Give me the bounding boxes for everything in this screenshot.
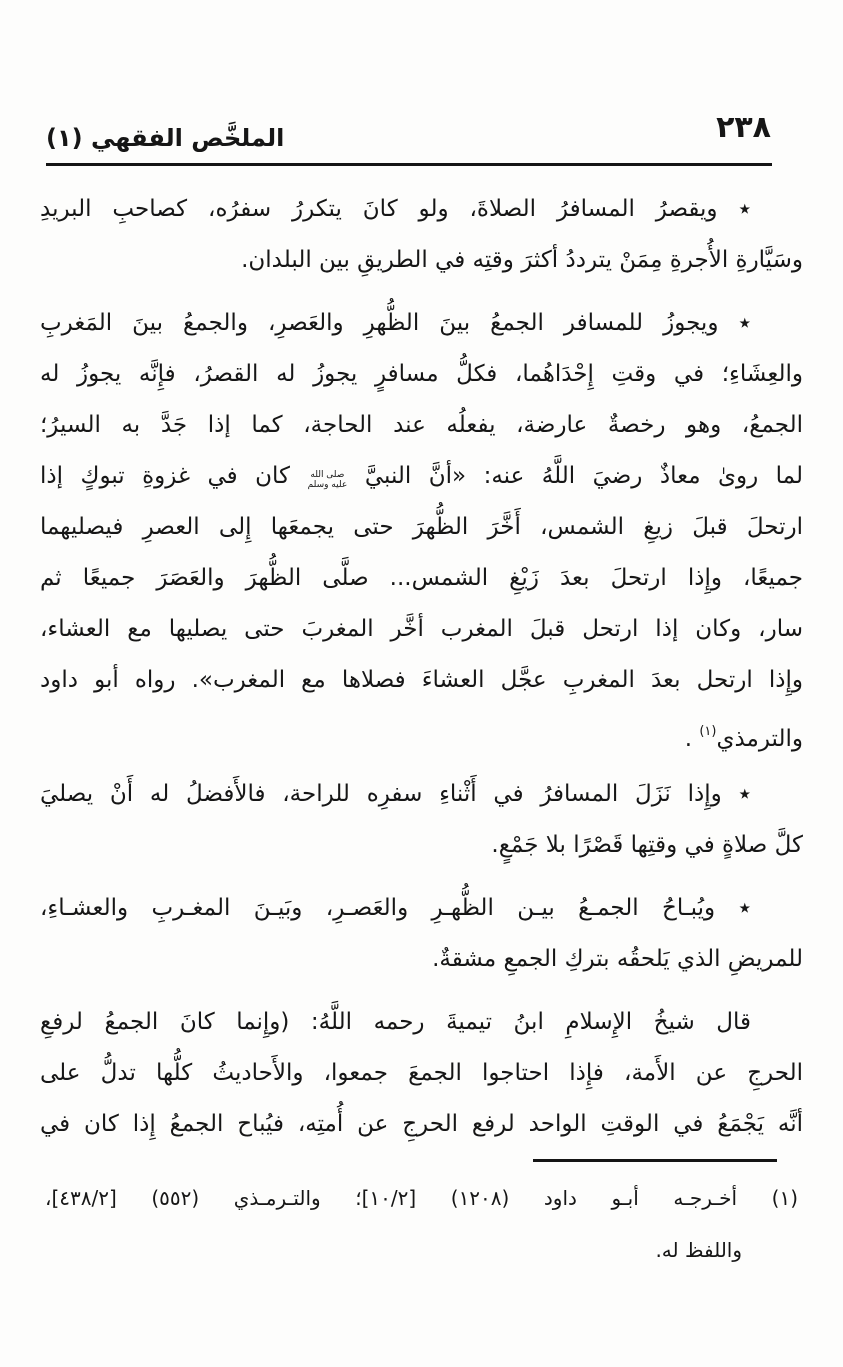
text-line bbox=[40, 349, 803, 400]
text-line bbox=[40, 451, 803, 502]
text-line bbox=[40, 298, 803, 349]
text-line bbox=[40, 235, 803, 286]
text-run: للمريضِ الذي يَلحقُه بتركِ الجمعِ مشقةٌ. bbox=[432, 946, 803, 972]
text-run: ٭ ويُبـاحُ الجمـعُ بيـن الظُّهـرِ والعَصـرِ، وبَيـنَ المغـربِ والعشـاءِ، bbox=[40, 895, 751, 921]
text-line bbox=[40, 655, 803, 706]
text-run: ارتحلَ قبلَ زيغِ الشمس، أَخَّرَ الظُّهرَ حتى يجمعَها إِلى العصرِ فيصليهما bbox=[40, 514, 803, 540]
header-rule bbox=[46, 163, 772, 166]
text-run: أنَّه يَجْمَعُ في الوقتِ الواحد لرفع الحرجِ عن أُمتِه، فيُباح الجمعُ إِذا كان في bbox=[40, 1111, 803, 1137]
text-run: لما روىٰ معاذٌ رضيَ اللَّهُ عنه: «أنَّ النبيَّ bbox=[347, 463, 803, 489]
text-line bbox=[40, 934, 803, 985]
page-number: ٢٣٨ bbox=[716, 110, 771, 145]
paragraph bbox=[40, 298, 803, 757]
text-run: والترمذي bbox=[716, 726, 803, 752]
footnote-separator bbox=[533, 1159, 777, 1162]
text-line bbox=[40, 997, 803, 1048]
footnote bbox=[45, 1172, 798, 1276]
paragraph bbox=[40, 184, 803, 286]
text-run: ٭ ويقصرُ المسافرُ الصلاةَ، ولو كانَ يتكررُ سفرُه، كصاحبِ البريدِ bbox=[40, 196, 751, 222]
text-run: وإِذا ارتحل بعدَ المغربِ عجَّل العشاءَ فصلاها مع المغرب». رواه أبو داود bbox=[40, 667, 803, 693]
text-line bbox=[40, 706, 803, 757]
text-run: كان في غزوةِ تبوكٍ إذا bbox=[40, 463, 308, 489]
text-line bbox=[40, 769, 803, 820]
text-run: وسَيَّارةِ الأُجرةِ مِمَنْ يترددُ أكثرَ وقتِه في الطريقِ بين البلدان. bbox=[241, 247, 803, 273]
text-line bbox=[40, 184, 803, 235]
body-text bbox=[40, 184, 803, 1150]
text-run: والعِشَاءِ؛ في وقتِ إِحْدَاهُما، فكلُّ مسافرٍ يجوزُ له القصرُ، فإِنَّه يجوزُ له bbox=[40, 361, 803, 387]
text-run: قال شيخُ الإِسلامِ ابنُ تيميةَ رحمه اللَّهُ: (وإِنما كانَ الجمعُ لرفعِ bbox=[40, 1009, 751, 1035]
text-line bbox=[45, 1172, 798, 1224]
text-line bbox=[40, 883, 803, 934]
text-line bbox=[45, 1224, 798, 1276]
text-line bbox=[40, 1099, 803, 1150]
text-run: كلَّ صلاةٍ في وقتِها قَصْرًا بلا جَمْعٍ. bbox=[491, 832, 803, 858]
text-line bbox=[40, 553, 803, 604]
text-run: . bbox=[684, 726, 700, 752]
salla-allahu-alayhi-wasallam-mark: صلى الله عليه وسلم bbox=[307, 470, 348, 490]
text-run: الحرجِ عن الأَمة، فإِذا احتاجوا الجمعَ جمعوا، والأَحاديثُ كلُّها تدلُّ على bbox=[40, 1060, 803, 1086]
text-line bbox=[40, 604, 803, 655]
text-run: (١) أخـرجـه أبـو داود (١٢٠٨) [١٠/٢]؛ والتـرمـذي (٥٥٢) [٤٣٨/٢]، bbox=[45, 1186, 799, 1210]
text-run: ٭ وإِذا نَزَلَ المسافرُ في أَثْناءِ سفرِه للراحة، فالأَفضلُ له أَنْ يصليَ bbox=[40, 781, 751, 807]
paragraph bbox=[40, 883, 803, 985]
text-line bbox=[40, 820, 803, 871]
text-run: سار، وكان إذا ارتحل قبلَ المغرب أخَّر المغربَ حتى يصليها مع العشاء، bbox=[40, 616, 803, 642]
paragraph bbox=[40, 769, 803, 871]
text-run: ٭ ويجوزُ للمسافر الجمعُ بينَ الظُّهرِ والعَصرِ، والجمعُ بينَ المَغربِ bbox=[40, 310, 751, 336]
footnote-ref: (١) bbox=[699, 724, 717, 739]
text-run: الجمعُ، وهو رخصةٌ عارضة، يفعلُه عند الحاجة، كما إذا جَدَّ به السيرُ؛ bbox=[40, 412, 803, 438]
text-line bbox=[40, 400, 803, 451]
text-run: واللفظ له. bbox=[655, 1238, 742, 1262]
paragraph bbox=[40, 997, 803, 1150]
text-line bbox=[40, 1048, 803, 1099]
text-line bbox=[40, 502, 803, 553]
text-run: جميعًا، وإِذا ارتحلَ بعدَ زَيْغِ الشمس... صلَّى الظُّهرَ والعَصَرَ جميعًا ثم bbox=[40, 565, 803, 591]
book-title: الملخَّص الفقهي (١) bbox=[46, 124, 285, 152]
